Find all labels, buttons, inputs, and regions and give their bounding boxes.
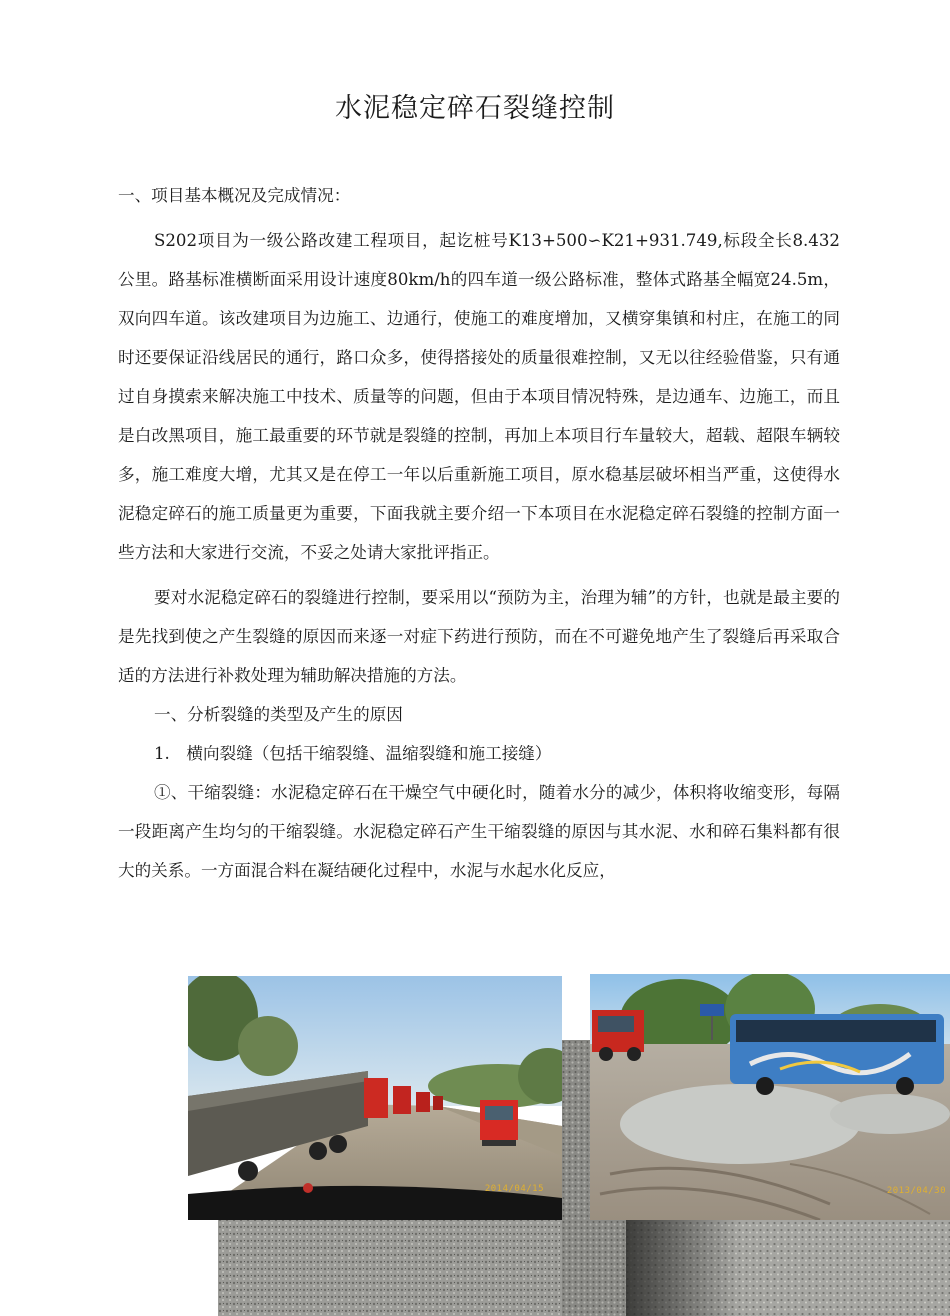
paragraph-control-policy: 要对水泥稳定碎石的裂缝进行控制，要采用以“预防为主，治理为辅”的方针，也就是最主要的是先找到使之产生裂缝的原因而来逐一对症下药进行预防，而在不可避免地产生了裂缝后再采取合适的方法进行补救处理为辅助解决措施的方法。 (118, 588, 840, 685)
gravel-photo-bottom-left (218, 1218, 562, 1316)
body-text (118, 176, 840, 890)
paragraph-shrinkage-cracks: ①、干缩裂缝：水泥稳定碎石在干燥空气中硬化时，随着水分的减少，体积将收缩变形，每隔一段距离产生均匀的干缩裂缝。水泥稳定碎石产生干缩裂缝的原因与其水泥、水和碎石集料都有很大的关系。一方面混合料在凝结硬化过程中，水泥与水起水化反应， (118, 783, 840, 880)
photo-road-trucks (188, 976, 562, 1220)
page-title: 水泥稳定碎石裂缝控制 (335, 93, 615, 124)
section-heading-crack-types: 一、分析裂缝的类型及产生的原因 (154, 705, 403, 724)
gravel-photo-bottom-right (626, 1220, 950, 1316)
photo-site-bus (590, 974, 950, 1220)
section-heading-overview: 一、项目基本概况及完成情况： (118, 186, 351, 205)
paragraph-project-overview: S202项目为一级公路改建工程项目，起讫桩号K13+500∽K21+931.749,标段全长8.432公里。路基标准横断面采用设计速度80km/h的四车道一级公路标准，整体式路基全幅宽24.5m，双向四车道。该改建项目为边施工、边通行，使施工的难度增加，又横穿集镇和村庄，在施工的同时还要保证沿线居民的通行，路口众多，使得搭接处的质量很难控制，又无以往经验借鉴，只有通过自身摸索来解决施工中技术、质量等的问题，但由于本项目情况特殊，是边通车、边施工，而且是白改黑项目，施工最重要的环节就是裂缝的控制，再加上本项目行车量较大，超载、超限车辆较多，施工难度大增，尤其又是在停工一年以后重新施工项目，原水稳基层破坏相当严重，这使得水泥稳定碎石的施工质量更为重要，下面我就主要介绍一下本项目在水泥稳定碎石裂缝的控制方面一些方法和大家进行交流，不妥之处请大家批评指正。 (118, 231, 840, 562)
subsection-heading-transverse-cracks: 1. 横向裂缝（包括干缩裂缝、温缩裂缝和施工接缝） (154, 744, 552, 763)
photo-date-stamp-right: 2013/04/30 (886, 1186, 946, 1196)
photo-date-stamp-left: 2014/04/15 (484, 1184, 544, 1194)
